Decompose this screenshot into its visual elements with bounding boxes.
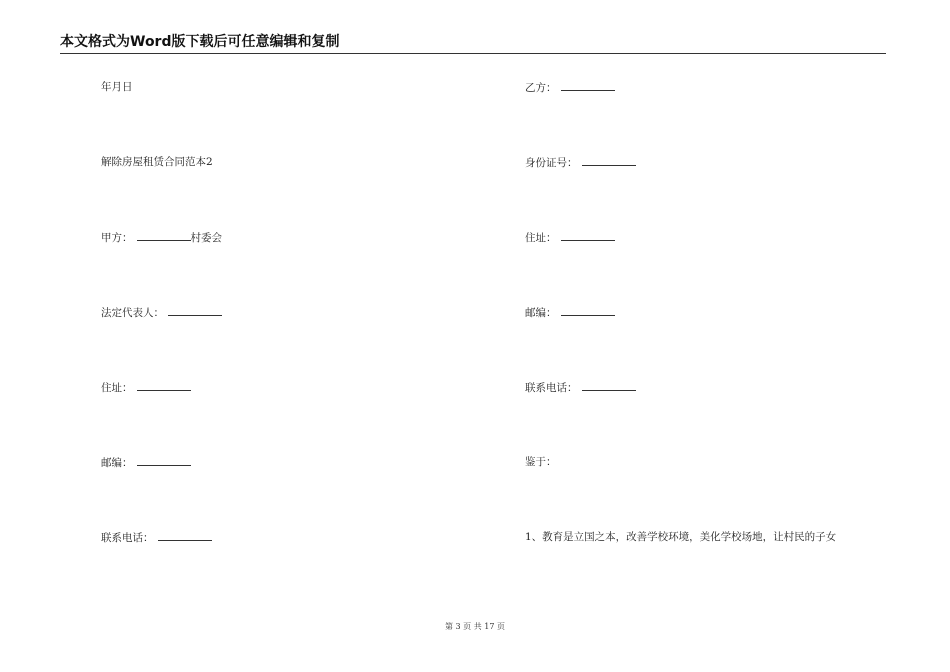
- right-postcode-label: 邮编：: [525, 307, 557, 319]
- header-title: 本文格式为Word版下载后可任意编辑和复制: [60, 34, 340, 50]
- legal-rep-blank: [168, 305, 222, 316]
- party-b-label: 乙方：: [525, 82, 557, 94]
- right-phone-blank: [582, 380, 636, 391]
- party-a-suffix: 村委会: [190, 232, 222, 244]
- right-phone-label: 联系电话：: [525, 382, 578, 394]
- id-number-blank: [582, 155, 636, 166]
- party-a-label: 甲方：: [101, 232, 133, 244]
- left-phone-label: 联系电话：: [101, 532, 154, 544]
- party-a-line: [101, 230, 222, 245]
- left-phone-blank: [158, 530, 212, 541]
- contract-title: 解除房屋租赁合同范本2: [101, 156, 213, 168]
- right-postcode-blank: [561, 305, 615, 316]
- right-address-blank: [561, 230, 615, 241]
- clause-1-text: 1、教育是立国之本，改善学校环境，美化学校场地，让村民的子女: [525, 531, 837, 543]
- page-footer: [0, 621, 950, 633]
- page-header: [60, 33, 886, 54]
- left-phone-line: [101, 530, 212, 545]
- contract-title-line: [101, 155, 213, 169]
- left-address-line: [101, 380, 191, 395]
- left-address-blank: [137, 380, 191, 391]
- left-postcode-label: 邮编：: [101, 457, 133, 469]
- date-text: 年月日: [101, 81, 133, 93]
- legal-rep-line: [101, 305, 222, 320]
- id-number-label: 身份证号：: [525, 157, 578, 169]
- whereas-line: [525, 455, 557, 469]
- party-b-blank: [561, 80, 615, 91]
- right-address-label: 住址：: [525, 232, 557, 244]
- date-line: [101, 80, 133, 94]
- id-number-line: [525, 155, 636, 170]
- page-number: 第 3 页 共 17 页: [445, 622, 505, 631]
- whereas-label: 鉴于：: [525, 456, 557, 468]
- left-address-label: 住址：: [101, 382, 133, 394]
- legal-rep-label: 法定代表人：: [101, 307, 164, 319]
- clause-1-line: [525, 530, 836, 544]
- party-a-blank: [137, 230, 191, 241]
- party-b-line: [525, 80, 615, 95]
- right-address-line: [525, 230, 615, 245]
- left-postcode-blank: [137, 455, 191, 466]
- right-phone-line: [525, 380, 636, 395]
- right-postcode-line: [525, 305, 615, 320]
- left-postcode-line: [101, 455, 191, 470]
